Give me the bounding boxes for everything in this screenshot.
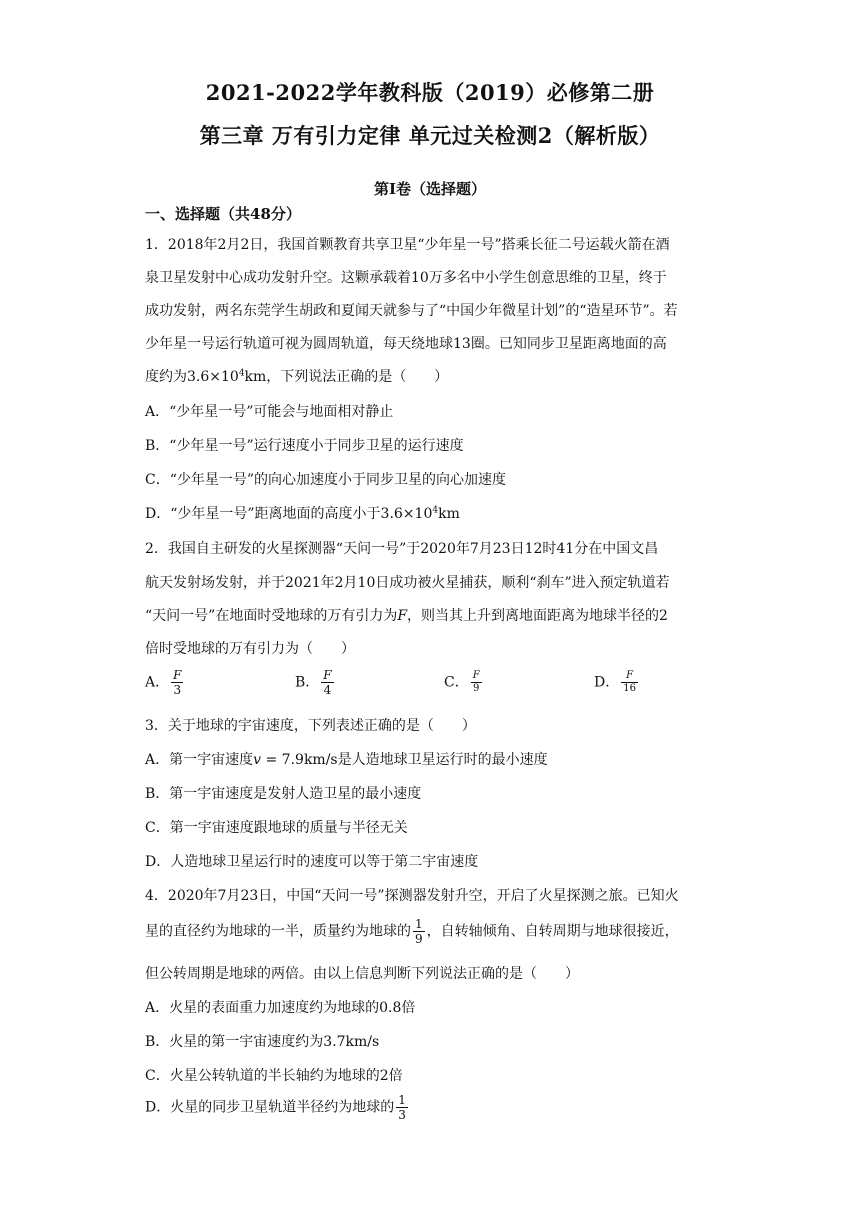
- q1-line-4: 少年星一号运行轨道可视为圆周轨道，每天绕地球13圈。已知同步卫星距离地面的高: [145, 336, 667, 352]
- q4-line-2: 星的直径约为地球的一半，质量约为地球的 $\frac{1}{9}$ ，自转轴倾角、自转周期与地球很接近，: [145, 917, 679, 946]
- q3-option-d: D．人造地球卫星运行时的速度可以等于第二宇宙速度: [145, 854, 479, 870]
- q4-line-3: 但公转周期是地球的两倍。由以上信息判断下列说法正确的是（ ）: [145, 966, 579, 982]
- q3-stem: 3．关于地球的宇宙速度，下列表述正确的是（ ）: [145, 718, 476, 734]
- fraction: $\frac{F}{9}$: [472, 670, 480, 694]
- q1-option-d: D．“少年星一号”距离地面的高度小于$3.6\times 10^4km$: [145, 505, 460, 522]
- q2-line-3: “天问一号”在地面时受地球的万有引力为F，则当其上升到离地面距离为地球半径的2: [145, 608, 668, 624]
- q2-line-1: 2．我国自主研发的火星探测器“天问一号”于2020年7月23日12时41分在中国文昌: [145, 541, 659, 557]
- q1-height-value: 3.6×10: [187, 369, 239, 385]
- q1-option-a: A．“少年星一号”可能会与地面相对静止: [145, 404, 394, 420]
- fraction: $\frac{1}{9}$: [415, 917, 423, 946]
- document-subtitle: 第三章 万有引力定律 单元过关检测2（解析版）: [199, 123, 661, 148]
- q3-option-c: C．第一宇宙速度跟地球的质量与半径无关: [145, 820, 408, 836]
- q2-line-2: 航天发射场发射，并于2021年2月10日成功被火星捕获，顺利“刹车”进入预定轨道若: [145, 575, 670, 591]
- q2-option-c: C． $\frac{F}{9}$: [444, 670, 480, 694]
- q1-line-1: 1．2018年2月2日，我国首颗教育共享卫星“少年星一号”搭乘长征二号运载火箭在酒: [145, 237, 670, 253]
- q4-option-c: C．火星公转轨道的半长轴约为地球的2倍: [145, 1068, 403, 1084]
- q4-option-d: D．火星的同步卫星轨道半径约为地球的 $\frac{1}{3}$: [145, 1093, 406, 1122]
- q4-option-a: A．火星的表面重力加速度约为地球的0.8倍: [145, 1000, 416, 1016]
- fraction: $\frac{F}{16}$: [623, 670, 636, 694]
- q4-line-1: 4．2020年7月23日，中国“天问一号”探测器发射升空，开启了火星探测之旅。已知火: [145, 888, 679, 904]
- q1-line-2: 泉卫星发射中心成功发射升空。这颗承载着10万多名中小学生创意思维的卫星，终于: [145, 270, 667, 286]
- document-title: 2021-2022学年教科版（2019）必修第二册: [205, 80, 655, 105]
- fraction: $\frac{F}{3}$: [173, 668, 182, 697]
- q3-option-b: B．第一宇宙速度是发射人造卫星的最小速度: [145, 786, 422, 802]
- fraction: $\frac{1}{3}$: [398, 1093, 406, 1122]
- q1-line-5: 度约为$3.6\times 10^4km$，下列说法正确的是（ ）: [145, 368, 449, 385]
- q1-option-b: B．“少年星一号”运行速度小于同步卫星的运行速度: [145, 438, 464, 454]
- q1-line-3: 成功发射，两名东莞学生胡政和夏闻天就参与了“中国少年微星计划”的“造星环节”。若: [145, 303, 678, 319]
- section-heading: 一、选择题（共48分）: [145, 205, 301, 223]
- volume-heading: 第Ⅰ卷（选择题）: [373, 180, 487, 198]
- q2-option-b: B． $\frac{F}{4}$: [295, 668, 332, 697]
- q2-line-4: 倍时受地球的万有引力为（ ）: [145, 641, 355, 657]
- q2-option-d: D． $\frac{F}{16}$: [594, 670, 636, 694]
- q3-option-a: A．第一宇宙速度v = 7.9km/s是人造地球卫星运行时的最小速度: [145, 752, 548, 768]
- q1-option-c: C．“少年星一号”的向心加速度小于同步卫星的向心加速度: [145, 472, 507, 488]
- fraction: $\frac{F}{4}$: [323, 668, 332, 697]
- q4-option-b: B．火星的第一宇宙速度约为3.7km/s: [145, 1034, 380, 1050]
- q2-option-a: A． $\frac{F}{3}$: [145, 668, 182, 697]
